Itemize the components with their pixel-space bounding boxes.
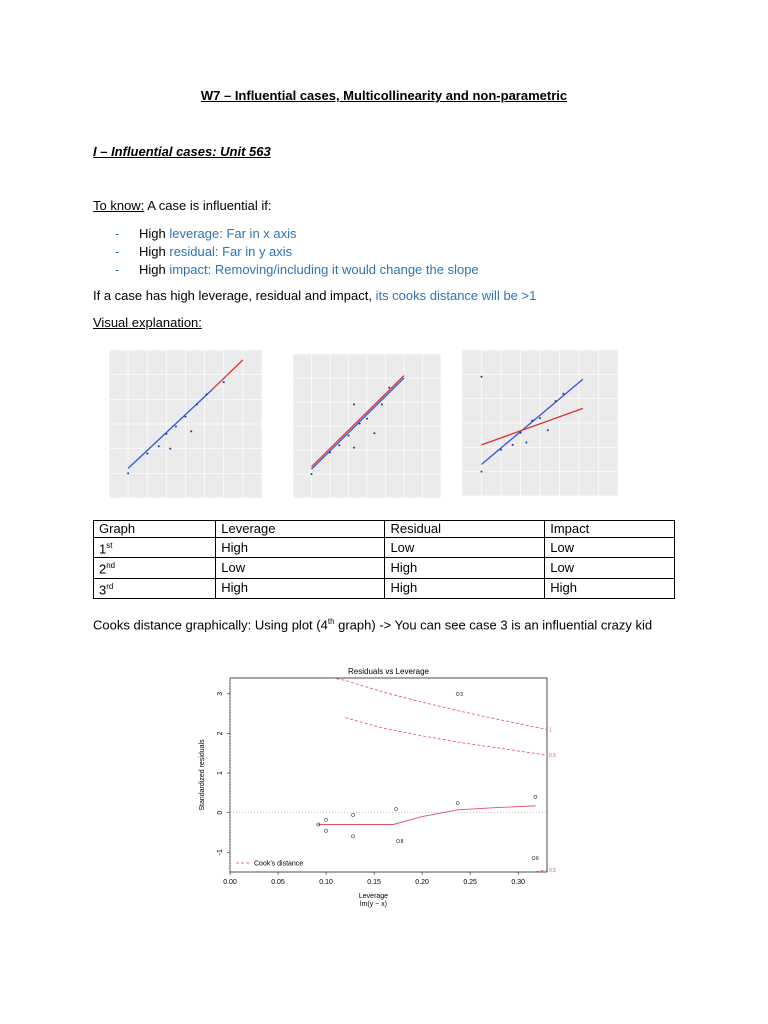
list-item: - High leverage: Far in x axis	[115, 226, 297, 241]
data-point	[175, 425, 177, 427]
data-point	[481, 471, 483, 473]
y-tick-label: -1	[217, 849, 224, 856]
data-point	[158, 445, 160, 447]
x-tick-label: 0.10	[319, 879, 333, 886]
page-title: W7 – Influential cases, Multicollinearity and non-parametric	[200, 88, 568, 103]
data-point	[351, 813, 354, 816]
data-point	[351, 835, 354, 838]
x-tick-label: 0.00	[223, 879, 237, 886]
table-header: Graph	[94, 521, 216, 538]
data-point	[512, 444, 514, 446]
data-point	[397, 840, 400, 843]
legend-label: Cook's distance	[254, 860, 304, 868]
data-point	[353, 403, 355, 405]
cooks-level-label: 0.5	[549, 753, 556, 760]
section-heading: I – Influential cases: Unit 563	[93, 144, 271, 159]
cooks-level-label: 1	[549, 727, 552, 734]
table-row	[94, 538, 675, 558]
data-point	[348, 435, 350, 437]
table-row	[94, 558, 675, 578]
x-tick-label: 0.15	[367, 879, 381, 886]
data-point	[388, 387, 390, 389]
mini-plot-3	[446, 340, 624, 506]
data-point	[353, 447, 355, 449]
point-label: 3	[460, 691, 463, 698]
data-point	[359, 423, 361, 425]
data-point	[206, 393, 208, 395]
point-label: 6	[536, 856, 539, 863]
data-point	[146, 453, 148, 455]
cooks-distance-sentence: If a case has high leverage, residual and impact, its cooks distance will be >1	[93, 288, 537, 303]
x-axis-sublabel: lm(y ~ x)	[359, 901, 388, 908]
to-know-line	[93, 198, 272, 213]
y-tick-label: 1	[217, 771, 224, 775]
mini-plot-2	[277, 344, 447, 508]
table-cell: 1st	[94, 538, 216, 558]
list-item: - High impact: Removing/including it would change the slope	[115, 262, 479, 277]
list-item: - High residual: Far in y axis	[115, 244, 293, 259]
data-point	[562, 393, 564, 395]
data-point	[481, 376, 483, 378]
table-cell: 3rd	[94, 578, 216, 598]
data-point	[169, 448, 171, 450]
data-point	[539, 417, 541, 419]
data-point	[532, 857, 535, 860]
data-point	[338, 444, 340, 446]
cooks-distance-curve	[422, 870, 547, 889]
smooth-line	[318, 806, 535, 825]
data-point	[555, 400, 557, 402]
data-point	[456, 802, 459, 805]
table-cell: Low	[545, 558, 675, 578]
chart-title: Residuals vs Leverage	[348, 667, 429, 676]
table-header-row	[94, 521, 675, 538]
table-cell: High	[216, 538, 385, 558]
data-point	[547, 429, 549, 431]
x-axis-label: Leverage	[358, 893, 389, 900]
cooks-distance-curve	[302, 672, 547, 729]
plot-border	[230, 678, 547, 872]
table-cell: High	[385, 578, 545, 598]
data-point	[534, 795, 537, 798]
data-point	[196, 403, 198, 405]
table-row	[94, 578, 675, 598]
visual-explanation-label: Visual explanation:	[93, 315, 202, 330]
data-point	[456, 692, 459, 695]
data-point	[381, 403, 383, 405]
data-point	[373, 432, 375, 434]
table-header: Leverage	[216, 521, 385, 538]
data-point	[223, 381, 225, 383]
data-point	[165, 433, 167, 435]
data-point	[531, 420, 533, 422]
table-cell: Low	[216, 558, 385, 578]
influence-table	[93, 520, 675, 599]
table-cell: High	[216, 578, 385, 598]
data-point	[324, 818, 327, 821]
y-tick-label: 3	[217, 691, 224, 696]
data-point	[366, 418, 368, 420]
data-point	[395, 807, 398, 810]
data-point	[500, 449, 502, 451]
point-label: 8	[400, 839, 404, 846]
table-cell: 2nd	[94, 558, 216, 578]
x-tick-label: 0.25	[463, 879, 477, 886]
table-cell: High	[545, 578, 675, 598]
x-tick-label: 0.30	[511, 879, 525, 886]
data-point	[311, 473, 313, 475]
table-header: Impact	[545, 521, 675, 538]
data-point	[324, 829, 327, 832]
cooks-graph-sentence: Cooks distance graphically: Using plot (4th graph) -> You can see case 3 is an influential crazy kid	[93, 617, 653, 633]
mini-plot-1	[93, 340, 268, 508]
residuals-vs-leverage-plot	[190, 660, 570, 925]
to-know-text: A case is influential if:	[144, 198, 272, 213]
cooks-level-label: 0.5	[549, 868, 556, 875]
table-header: Residual	[385, 521, 545, 538]
to-know-label: To know:	[93, 198, 145, 213]
data-point	[185, 416, 187, 418]
table-cell: Low	[545, 538, 675, 558]
y-axis-label: Standardized residuals	[199, 739, 206, 811]
data-point	[525, 441, 527, 443]
data-point	[127, 472, 129, 474]
y-tick-label: 0	[217, 810, 224, 815]
table-cell: High	[385, 558, 545, 578]
data-point	[190, 430, 192, 432]
x-tick-label: 0.05	[271, 879, 285, 886]
data-point	[520, 432, 522, 434]
influence-criteria-list	[115, 225, 479, 279]
y-tick-label: 2	[217, 731, 224, 736]
data-point	[329, 451, 331, 453]
x-tick-label: 0.20	[415, 879, 429, 886]
table-cell: Low	[385, 538, 545, 558]
